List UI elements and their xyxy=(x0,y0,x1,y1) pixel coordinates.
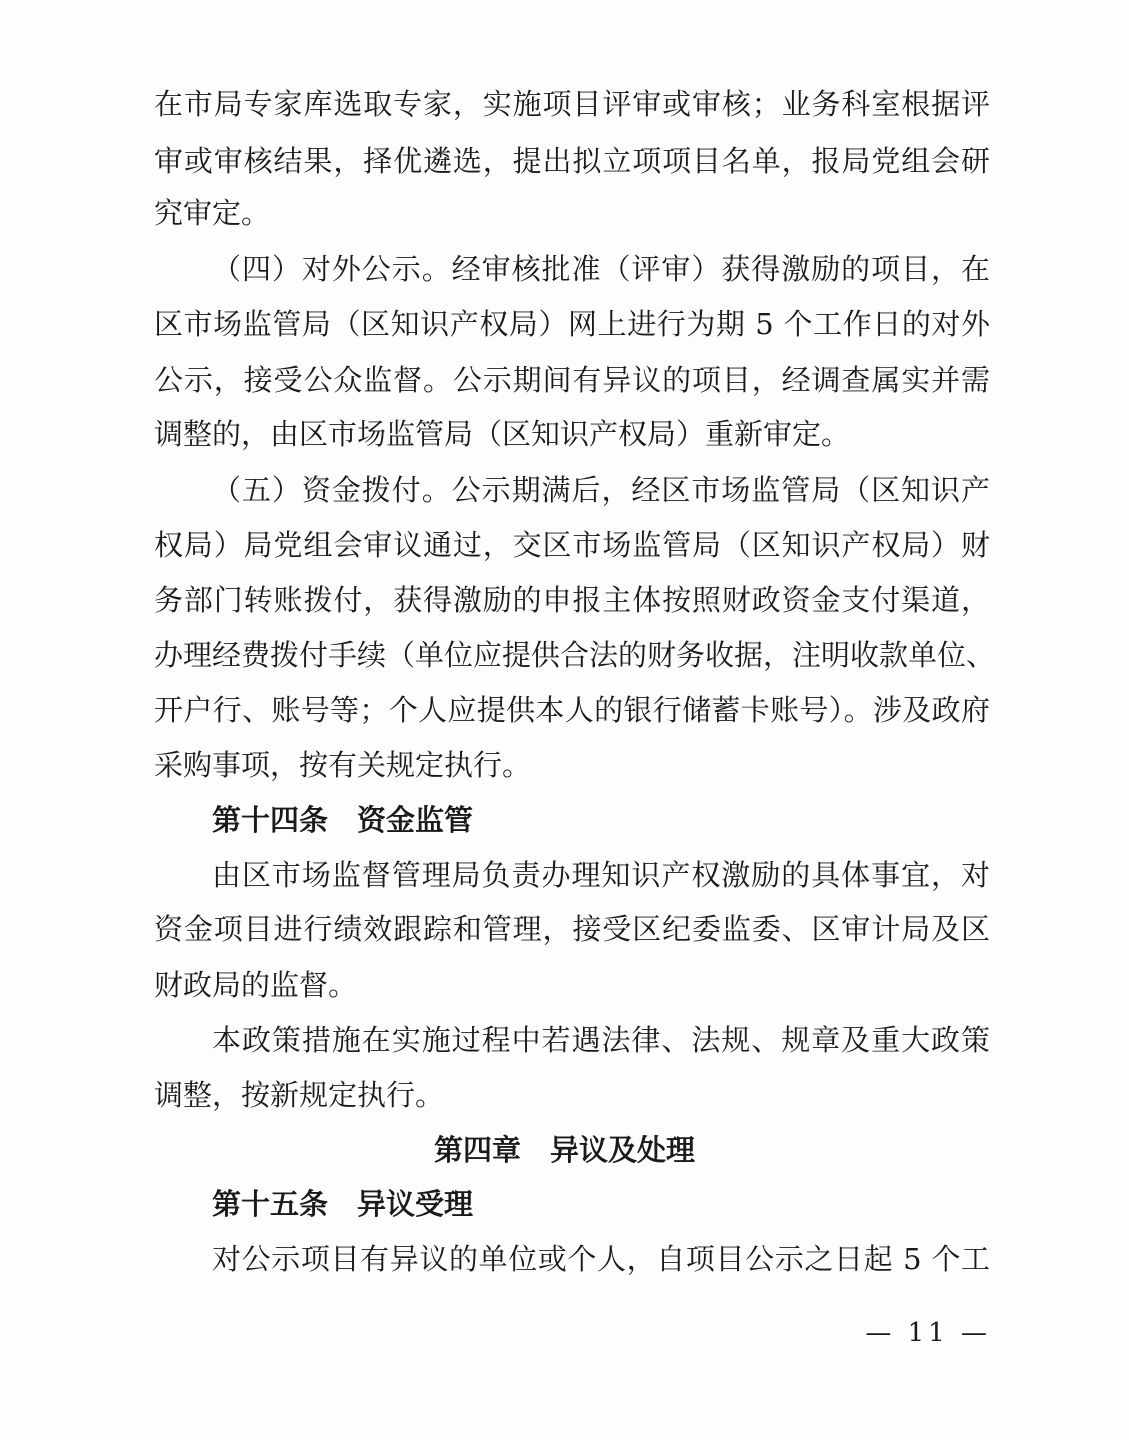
paragraph-line: 对公示项目有异议的单位或个人，自项目公示之日起 5 个工 xyxy=(212,1242,990,1276)
paragraph-line: 在市局专家库选取专家，实施项目评审或审核；业务科室根据评 xyxy=(154,87,990,121)
paragraph-line: 调整的，由区市场监管局（区知识产权局）重新审定。 xyxy=(154,417,851,451)
paragraph-line: （五）资金拨付。公示期满后，经区市场监管局（区知识产 xyxy=(212,473,990,507)
paragraph-line: 调整，按新规定执行。 xyxy=(154,1078,445,1112)
paragraph-line: 开户行、账号等；个人应提供本人的银行储蓄卡账号）。涉及政府 xyxy=(154,693,990,727)
paragraph-line: 办理经费拨付手续（单位应提供合法的财务收据，注明收款单位、 xyxy=(154,638,996,672)
paragraph-line: 本政策措施在实施过程中若遇法律、法规、规章及重大政策 xyxy=(212,1023,990,1057)
paragraph-line: 财政局的监督。 xyxy=(154,968,358,1002)
paragraph-line: 由区市场监督管理局负责办理知识产权激励的具体事宜，对 xyxy=(212,858,990,892)
paragraph-line: 审或审核结果，择优遴选，提出拟立项项目名单，报局党组会研 xyxy=(154,144,990,178)
page-number: — 11 — xyxy=(865,1318,991,1348)
paragraph-line: 采购事项，按有关规定执行。 xyxy=(154,748,532,782)
paragraph-line: 资金项目进行绩效跟踪和管理，接受区纪委监委、区审计局及区 xyxy=(154,912,990,946)
paragraph-line: 区市场监管局（区知识产权局）网上进行为期 5 个工作日的对外 xyxy=(154,307,990,341)
paragraph-line: 公示，接受公众监督。公示期间有异议的项目，经调查属实并需 xyxy=(154,363,990,397)
paragraph-line: （四）对外公示。经审核批准（评审）获得激励的项目，在 xyxy=(212,252,990,286)
paragraph-line: 务部门转账拨付，获得激励的申报主体按照财政资金支付渠道， xyxy=(154,583,990,617)
article-heading: 第十五条 异议受理 xyxy=(212,1187,474,1221)
chapter-heading: 第四章 异议及处理 xyxy=(433,1133,695,1167)
paragraph-line: 权局）局党组会审议通过，交区市场监管局（区知识产权局）财 xyxy=(154,528,990,562)
paragraph-line: 究审定。 xyxy=(154,196,271,230)
article-heading: 第十四条 资金监管 xyxy=(212,803,474,837)
